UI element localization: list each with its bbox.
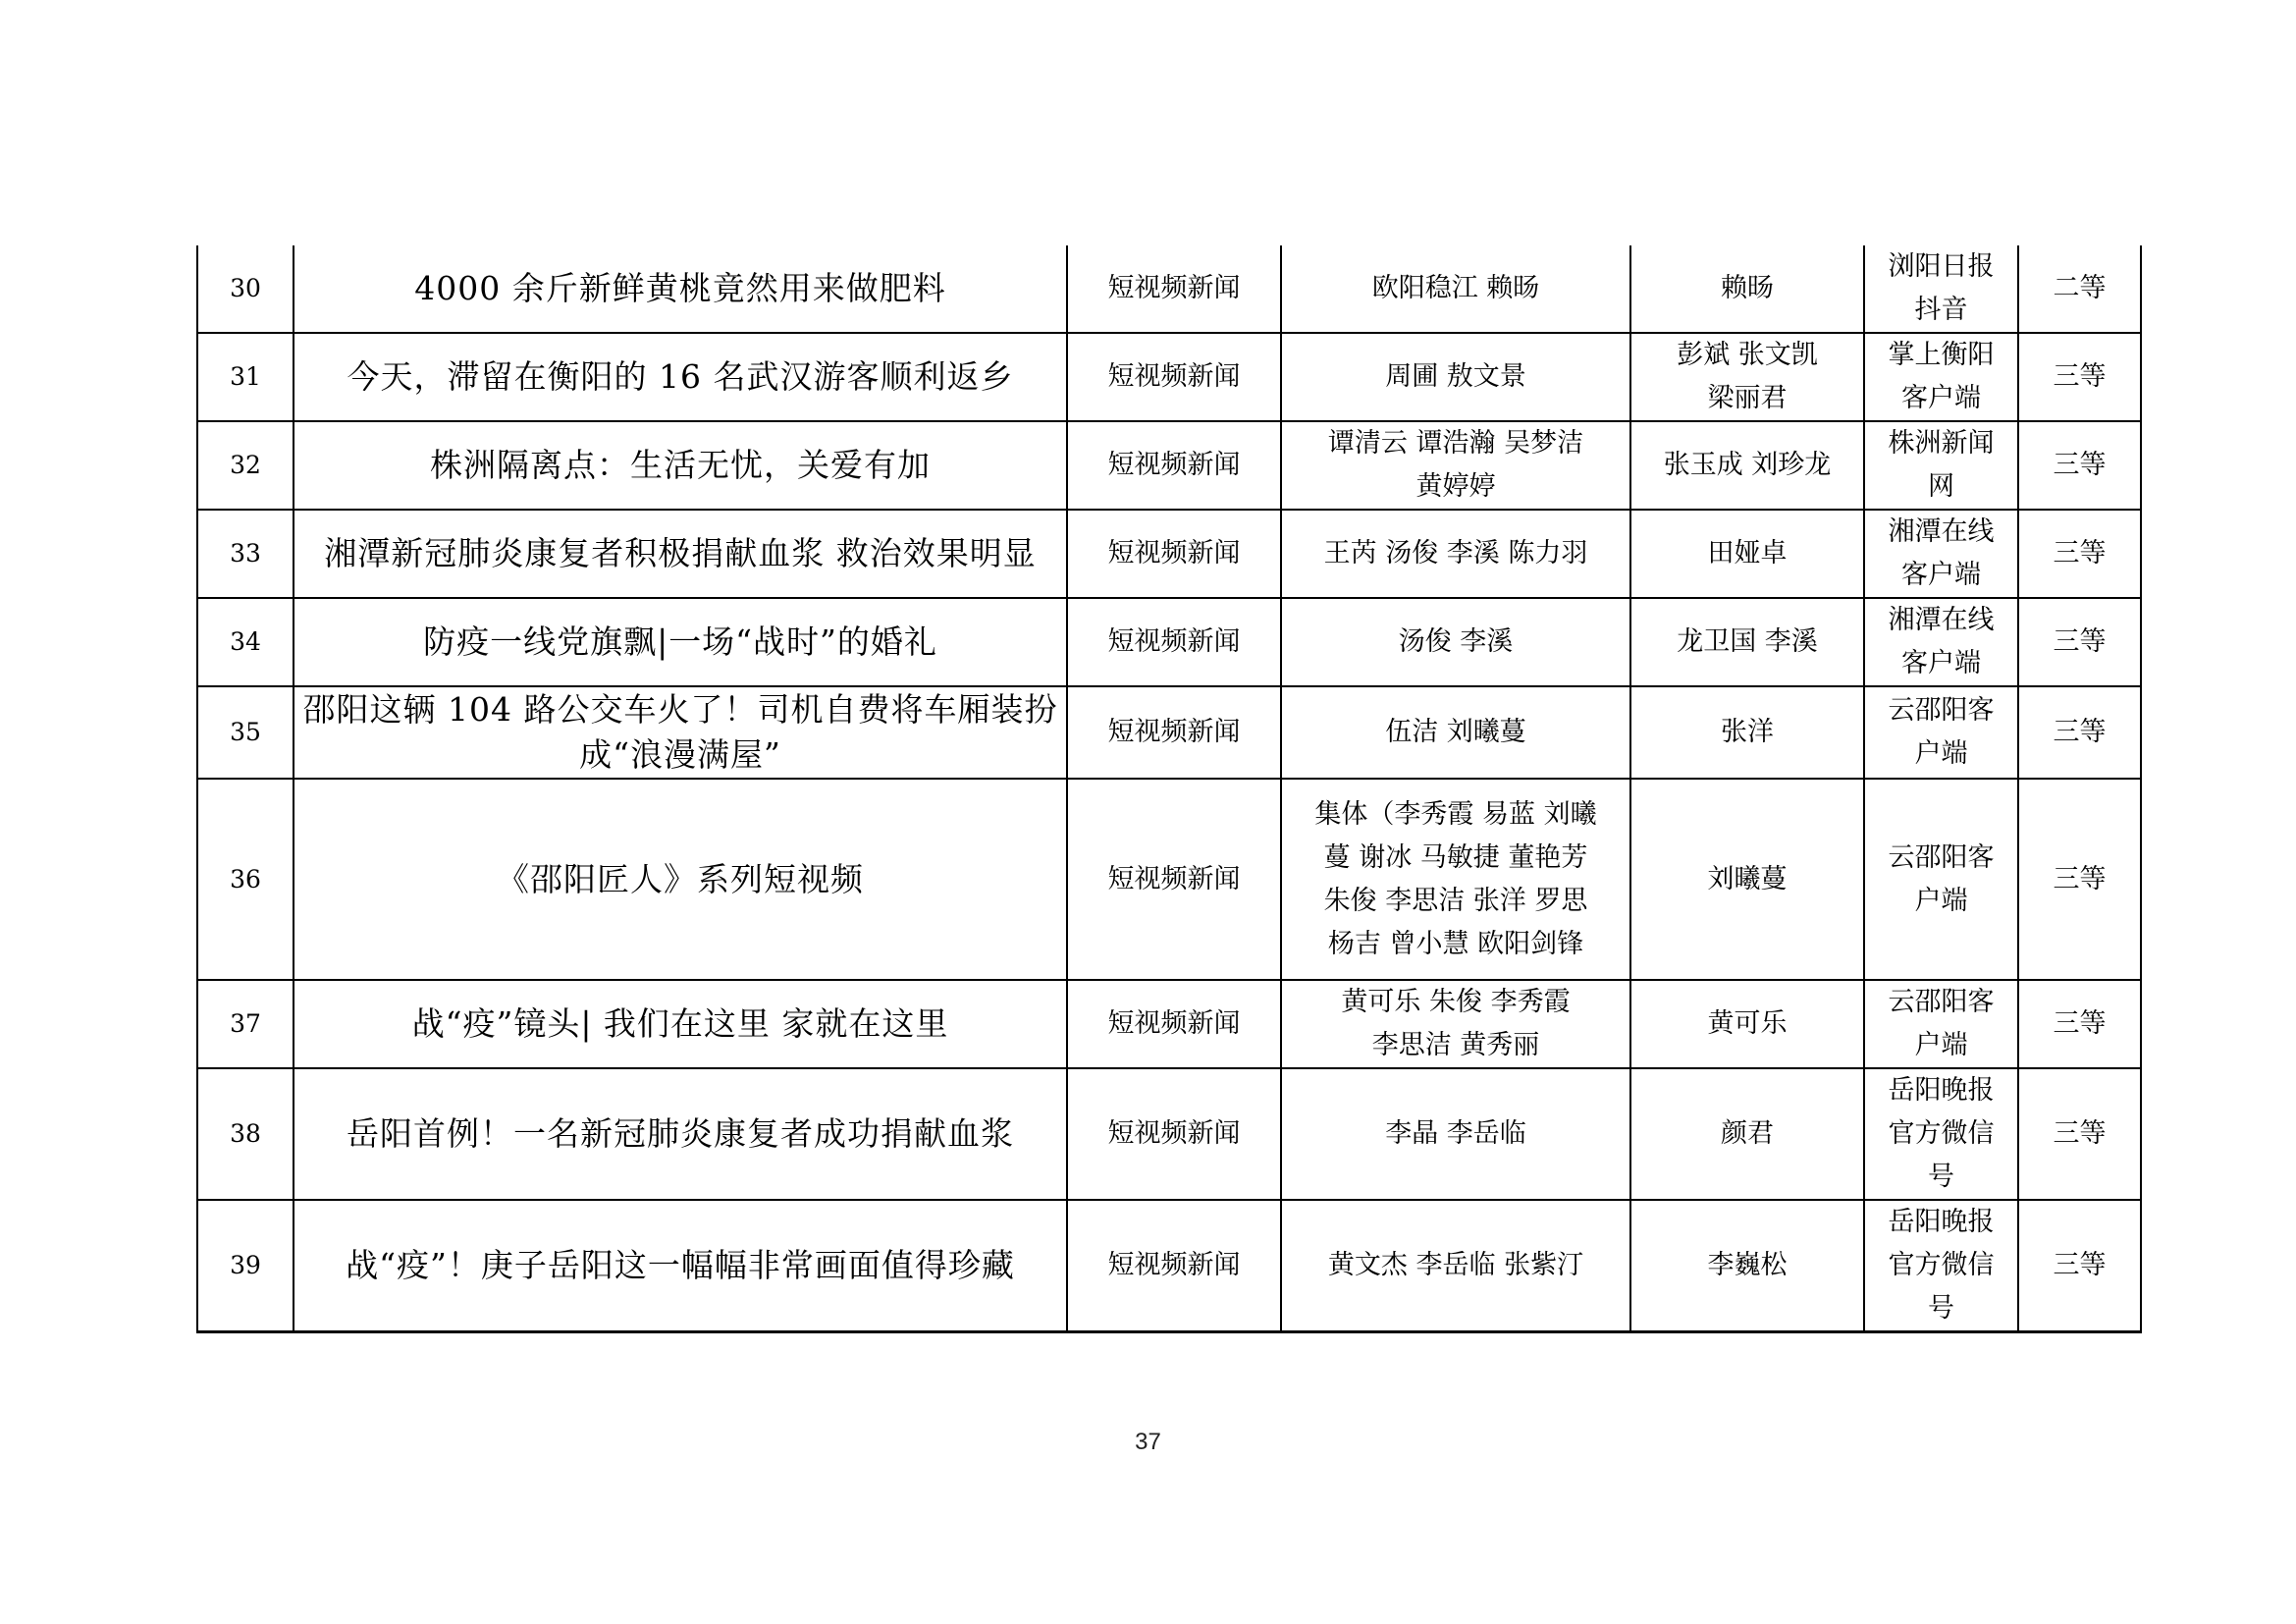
authors-line: 李思洁 黄秀丽 [1371,1030,1540,1060]
editors-line: 彭斌 张文凯 [1677,340,1818,370]
authors-cell [1281,510,1630,598]
outlet-cell [1864,686,2018,779]
award-cell: 三等 [2018,1068,2141,1200]
award-cell: 三等 [2018,510,2141,598]
title-cell [294,1068,1067,1200]
editors-line: 龙卫国 李溪 [1677,626,1818,657]
outlet-line: 抖音 [1914,295,1968,325]
outlet-line: 户端 [1914,738,1968,769]
authors-cell [1281,686,1630,779]
editors-line: 梁丽君 [1707,383,1788,413]
outlet-line: 客户端 [1901,383,1981,413]
row-number-cell: 34 [197,598,294,686]
row-number-cell: 38 [197,1068,294,1200]
authors-line: 李晶 李岳临 [1385,1118,1526,1149]
category-cell: 短视频新闻 [1067,686,1281,779]
editors-cell [1630,686,1864,779]
authors-cell [1281,245,1630,333]
row-number-cell: 35 [197,686,294,779]
category-cell: 短视频新闻 [1067,510,1281,598]
outlet-line: 官方微信 [1888,1118,1995,1149]
table-body [197,245,2141,1332]
authors-cell [1281,980,1630,1068]
outlet-line: 号 [1928,1162,1954,1192]
authors-line: 汤俊 李溪 [1398,626,1514,657]
authors-line: 集体（李秀霞 易蓝 刘曦 [1314,798,1597,830]
authors-cell [1281,421,1630,510]
outlet-line: 客户端 [1901,560,1981,590]
outlet-cell [1864,598,2018,686]
title-line: 岳阳首例！一名新冠肺炎康复者成功捐献血浆 [347,1114,1014,1153]
editors-cell [1630,1068,1864,1200]
category-cell: 短视频新闻 [1067,779,1281,980]
editors-line: 田娅卓 [1707,538,1788,568]
table-row [197,598,2141,686]
authors-line: 蔓 谢冰 马敏捷 董艳芳 [1323,841,1588,873]
award-table [196,245,2142,1333]
title-line: 今天，滞留在衡阳的 16 名武汉游客顺利返乡 [347,357,1014,396]
editors-line: 张玉成 刘珍龙 [1663,450,1832,480]
title-line: 《邵阳匠人》系列短视频 [497,859,864,898]
table-row [197,686,2141,779]
outlet-line: 号 [1928,1293,1954,1324]
editors-cell [1630,1200,1864,1332]
outlet-cell [1864,245,2018,333]
editors-line: 黄可乐 [1707,1008,1788,1039]
category-cell: 短视频新闻 [1067,421,1281,510]
award-cell: 三等 [2018,980,2141,1068]
award-cell: 三等 [2018,598,2141,686]
authors-line: 谭清云 谭浩瀚 吴梦洁 [1327,428,1584,459]
authors-line: 杨吉 曾小慧 欧阳剑锋 [1327,928,1584,959]
award-cell: 三等 [2018,686,2141,779]
editors-cell [1630,333,1864,421]
outlet-cell [1864,779,2018,980]
title-cell [294,686,1067,779]
category-cell: 短视频新闻 [1067,245,1281,333]
authors-cell [1281,598,1630,686]
editors-line: 张洋 [1721,717,1774,747]
outlet-line: 客户端 [1901,648,1981,678]
authors-line: 欧阳稳江 赖旸 [1371,273,1540,303]
editors-line: 颜君 [1721,1118,1774,1149]
outlet-cell [1864,510,2018,598]
title-cell [294,1200,1067,1332]
row-number-cell: 39 [197,1200,294,1332]
authors-line: 王芮 汤俊 李溪 陈力羽 [1323,538,1588,568]
award-cell: 三等 [2018,779,2141,980]
title-cell [294,510,1067,598]
row-number-cell: 31 [197,333,294,421]
category-cell: 短视频新闻 [1067,333,1281,421]
outlet-line: 云邵阳客 [1888,695,1995,726]
authors-cell [1281,779,1630,980]
title-line: 湘潭新冠肺炎康复者积极捐献血浆 救治效果明显 [324,534,1037,572]
authors-cell [1281,1068,1630,1200]
table-row [197,1200,2141,1332]
table-row [197,245,2141,333]
authors-line: 黄婷婷 [1415,471,1496,502]
editors-cell [1630,779,1864,980]
outlet-line: 掌上衡阳 [1888,340,1995,370]
title-cell [294,333,1067,421]
title-cell [294,598,1067,686]
editors-cell [1630,980,1864,1068]
table-row [197,1068,2141,1200]
outlet-line: 岳阳晚报 [1888,1207,1995,1237]
row-number-cell: 33 [197,510,294,598]
authors-line: 黄文杰 李岳临 张紫汀 [1327,1250,1584,1280]
award-cell: 二等 [2018,245,2141,333]
title-line: 4000 余斤新鲜黄桃竟然用来做肥料 [414,269,946,307]
editors-cell [1630,245,1864,333]
title-cell [294,245,1067,333]
editors-cell [1630,598,1864,686]
title-line: 成“浪漫满屋” [579,735,781,774]
editors-line: 赖旸 [1721,273,1774,303]
outlet-line: 湘潭在线 [1888,605,1995,635]
table-row [197,779,2141,980]
outlet-cell [1864,1200,2018,1332]
title-cell [294,980,1067,1068]
outlet-line: 岳阳晚报 [1888,1075,1995,1106]
outlet-cell [1864,1068,2018,1200]
outlet-line: 网 [1928,471,1954,502]
outlet-line: 户端 [1914,885,1968,916]
authors-cell [1281,1200,1630,1332]
category-cell: 短视频新闻 [1067,1200,1281,1332]
title-line: 战“疫”镜头| 我们在这里 家就在这里 [411,1004,949,1043]
row-number-cell: 36 [197,779,294,980]
award-cell: 三等 [2018,1200,2141,1332]
title-line: 邵阳这辆 104 路公交车火了！司机自费将车厢装扮 [302,690,1058,729]
row-number-cell: 30 [197,245,294,333]
outlet-line: 云邵阳客 [1888,987,1995,1017]
outlet-line: 云邵阳客 [1888,841,1995,873]
row-number-cell: 37 [197,980,294,1068]
outlet-line: 户端 [1914,1030,1968,1060]
authors-line: 周圃 敖文景 [1385,361,1526,392]
authors-line: 伍洁 刘曦蔓 [1385,717,1526,747]
table-row [197,421,2141,510]
title-cell [294,779,1067,980]
editors-cell [1630,421,1864,510]
page-number: 37 [1135,1429,1161,1455]
table-row [197,333,2141,421]
row-number-cell: 32 [197,421,294,510]
title-line: 株洲隔离点：生活无忧，关爱有加 [430,446,931,484]
outlet-line: 湘潭在线 [1888,516,1995,547]
title-line: 防疫一线党旗飘|一场“战时”的婚礼 [423,623,937,661]
outlet-line: 浏阳日报 [1888,251,1995,282]
outlet-cell [1864,421,2018,510]
category-cell: 短视频新闻 [1067,980,1281,1068]
table-row [197,510,2141,598]
editors-cell [1630,510,1864,598]
award-cell: 三等 [2018,333,2141,421]
authors-line: 朱俊 李思洁 张洋 罗思 [1323,885,1588,916]
category-cell: 短视频新闻 [1067,1068,1281,1200]
title-line: 战“疫”！庚子岳阳这一幅幅非常画面值得珍藏 [346,1246,1015,1284]
editors-line: 刘曦蔓 [1707,863,1788,894]
award-cell: 三等 [2018,421,2141,510]
outlet-line: 官方微信 [1888,1250,1995,1280]
table-row [197,980,2141,1068]
editors-line: 李巍松 [1707,1250,1788,1280]
authors-cell [1281,333,1630,421]
outlet-line: 株洲新闻 [1888,428,1995,459]
outlet-cell [1864,333,2018,421]
outlet-cell [1864,980,2018,1068]
authors-line: 黄可乐 朱俊 李秀霞 [1341,987,1571,1017]
title-cell [294,421,1067,510]
category-cell: 短视频新闻 [1067,598,1281,686]
